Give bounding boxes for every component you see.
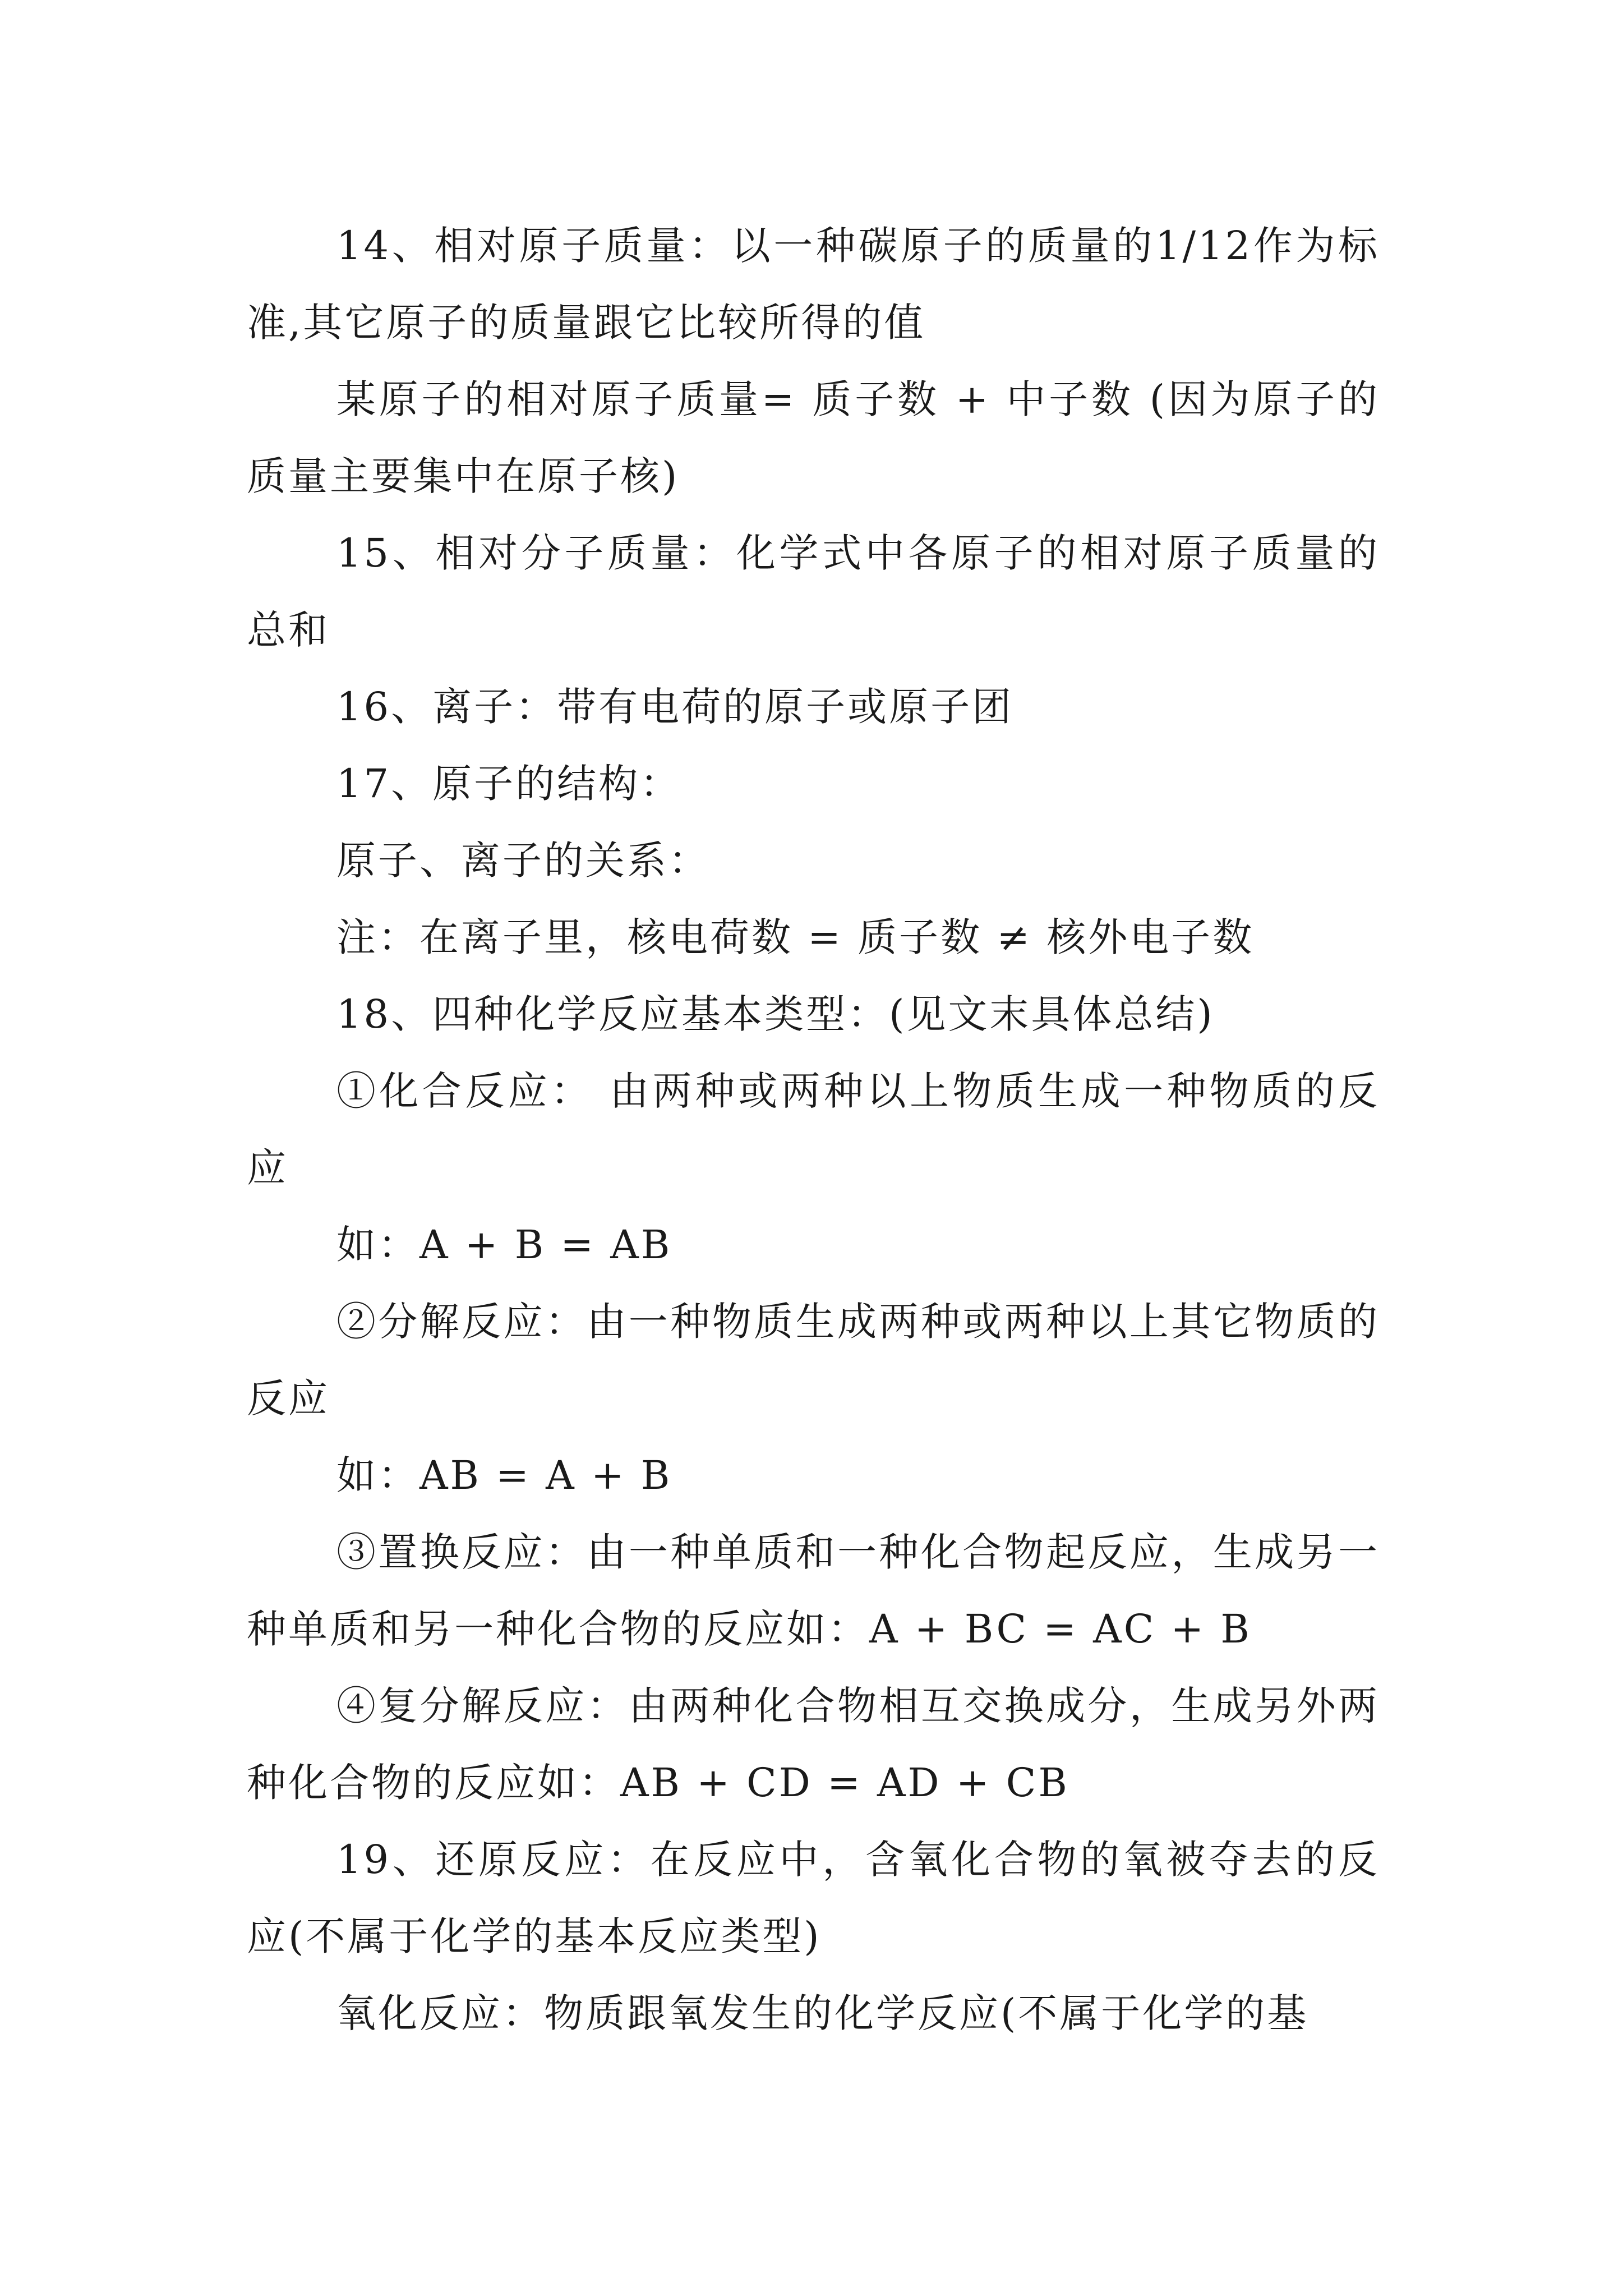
paragraph-oxidation-reaction: 氧化反应：物质跟氧发生的化学反应(不属于化学的基: [336, 1990, 1309, 2036]
paragraph-decomposition-reaction: ②分解反应：由一种物质生成两种或两种以上其它物质的反应: [247, 1299, 1380, 1421]
paragraph-relative-atomic-mass: 14、相对原子质量：以一种碳原子的质量的1/12作为标准,其它原子的质量跟它比较所得的值: [247, 223, 1380, 346]
paragraph-atomic-structure: 17、原子的结构：: [336, 761, 682, 807]
paragraph-combination-reaction: ①化合反应： 由两种或两种以上物质生成一种物质的反应: [247, 1068, 1380, 1191]
document-body: [247, 208, 1380, 2052]
paragraph-decomposition-example: 如：AB = A + B: [336, 1452, 672, 1498]
paragraph-reduction-reaction: 19、还原反应：在反应中，含氧化合物的氧被夺去的反应(不属于化学的基本反应类型): [247, 1837, 1380, 1959]
paragraph-ion-note: 注：在离子里，核电荷数 = 质子数 ≠ 核外电子数: [336, 914, 1255, 960]
paragraph-combination-example: 如：A + B = AB: [336, 1222, 672, 1268]
paragraph-double-decomposition: ④复分解反应：由两种化合物相互交换成分，生成另外两种化合物的反应如：AB + CD = AD + CB: [247, 1683, 1380, 1806]
paragraph-displacement-reaction: ③置换反应：由一种单质和一种化合物起反应，生成另一种单质和另一种化合物的反应如：A + BC = AC + B: [247, 1529, 1380, 1652]
paragraph-atom-ion-relation: 原子、离子的关系：: [336, 838, 710, 884]
paragraph-ion: 16、离子：带有电荷的原子或原子团: [336, 684, 1014, 730]
paragraph-atomic-mass-formula: 某原子的相对原子质量= 质子数 + 中子数 (因为原子的质量主要集中在原子核): [247, 376, 1380, 499]
paragraph-reaction-types: 18、四种化学反应基本类型：(见文末具体总结): [336, 991, 1215, 1037]
paragraph-relative-molecular-mass: 15、相对分子质量：化学式中各原子的相对原子质量的总和: [247, 530, 1380, 653]
